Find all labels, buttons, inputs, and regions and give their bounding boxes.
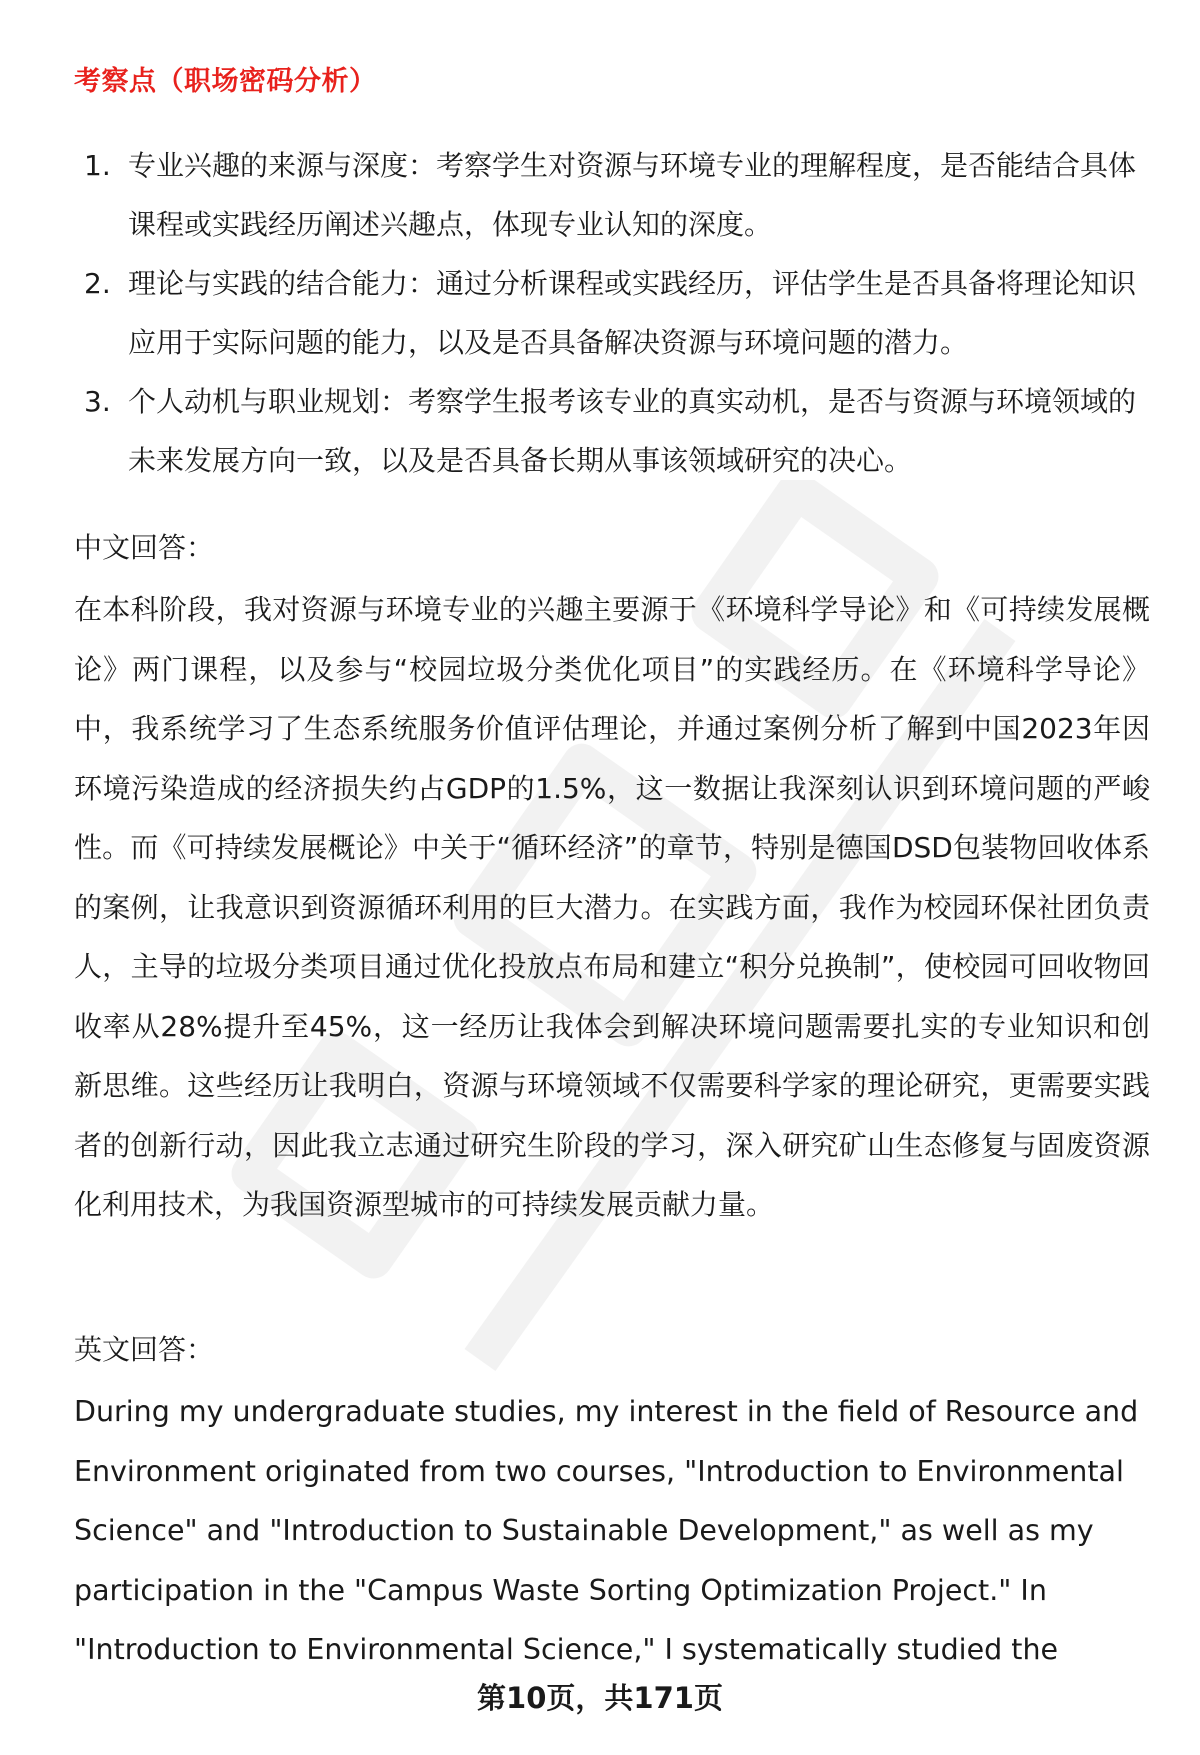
chinese-answer-text: 在本科阶段，我对资源与环境专业的兴趣主要源于《环境科学导论》和《可持续发展概论》两门课程，以及参与“校园垃圾分类优化项目”的实践经历。在《环境科学导论》中，我系统学习了生态系统服务价值评估理论，并通过案例分析了解到中国2023年因环境污染造成的经济损失约占GDP的1.5%，这一数据让我深刻认识到环境问题的严峻性。而《可持续发展概论》中关于“循环经济”的章节，特别是德国DSD包装物回收体系的案例，让我意识到资源循环利用的巨大潜力。在实践方面，我作为校园环保社团负责人，主导的垃圾分类项目通过优化投放点布局和建立“积分兑换制”，使校园可回收物回收率从28%提升至45%，这一经历让我体会到解决环境问题需要扎实的专业知识和创新思维。这些经历让我明白，资源与环境领域不仅需要科学家的理论研究，更需要实践者的创新行动，因此我立志通过研究生阶段的学习，深入研究矿山生态修复与固废资源化利用技术，为我国资源型城市的可持续发展贡献力量。 bbox=[74, 593, 1150, 1221]
chinese-answer-heading: 中文回答： bbox=[74, 531, 215, 564]
list-item-text: 理论与实践的结合能力：通过分析课程或实践经历，评估学生是否具备将理论知识应用于实际问题的能力，以及是否具备解决资源与环境问题的潜力。 bbox=[128, 267, 1137, 359]
list-item bbox=[74, 254, 1154, 372]
evaluation-points-list bbox=[74, 136, 1154, 490]
list-item-number: 1. bbox=[84, 149, 111, 182]
section-title: 考察点（职场密码分析） bbox=[74, 66, 377, 97]
list-item-text: 个人动机与职业规划：考察学生报考该专业的真实动机，是否与资源与环境领域的未来发展方向一致，以及是否具备长期从事该领域研究的决心。 bbox=[128, 385, 1137, 477]
english-answer-text: During my undergraduate studies, my interest in the field of Resource and Environment originated from two courses, "Introduction to Environmental Science" and "Introduction to Sustainable Development," as well as my participation in the "Campus Waste Sorting Optimization Project." In "Introduction to Environmental Science," I systematically studied the bbox=[74, 1395, 1139, 1666]
list-item-text: 专业兴趣的来源与深度：考察学生对资源与环境专业的理解程度，是否能结合具体课程或实践经历阐述兴趣点，体现专业认知的深度。 bbox=[128, 149, 1137, 241]
english-answer-heading: 英文回答： bbox=[74, 1333, 215, 1366]
list-item bbox=[74, 372, 1154, 490]
list-item bbox=[74, 136, 1154, 254]
page-number-footer: 第10页，共171页 bbox=[477, 1681, 723, 1715]
list-item-number: 2. bbox=[84, 267, 111, 300]
list-item-number: 3. bbox=[84, 385, 111, 418]
